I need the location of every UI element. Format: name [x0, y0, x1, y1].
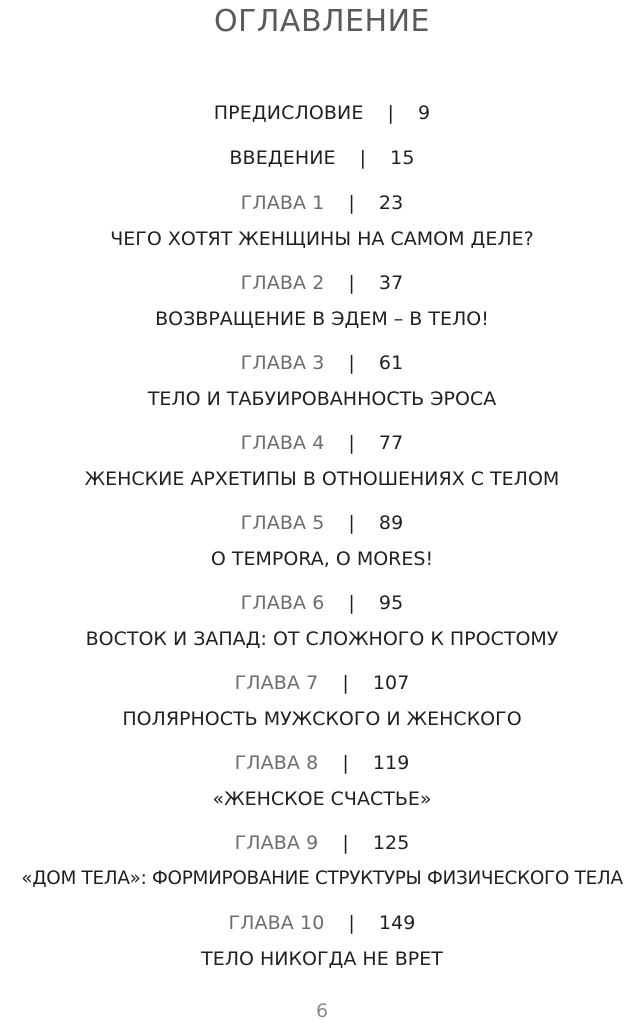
- chapter-label: ГЛАВА 9: [234, 832, 319, 854]
- toc-chapter-3-heading[interactable]: [0, 349, 644, 377]
- toc-separator: |: [348, 512, 355, 534]
- toc-separator: |: [348, 272, 355, 294]
- toc-page-number: 119: [372, 752, 410, 774]
- toc-page-number: 15: [390, 147, 415, 169]
- toc-chapter-8-heading[interactable]: [0, 749, 644, 777]
- toc-chapter-2-title[interactable]: ВОЗВРАЩЕНИЕ В ЭДЕМ – В ТЕЛО!: [155, 308, 489, 330]
- page-title: ОГЛАВЛЕНИЕ: [213, 4, 431, 39]
- toc-chapter-10-title[interactable]: ТЕЛО НИКОГДА НЕ ВРЕТ: [201, 948, 443, 970]
- toc-separator: |: [348, 592, 355, 614]
- toc-chapter-1-title[interactable]: ЧЕГО ХОТЯТ ЖЕНЩИНЫ НА САМОМ ДЕЛЕ?: [110, 228, 534, 250]
- chapter-label: ГЛАВА 10: [228, 912, 325, 934]
- toc-separator: |: [342, 832, 349, 854]
- toc-separator: |: [348, 352, 355, 374]
- toc-page-number: 107: [372, 672, 410, 694]
- chapter-label: ГЛАВА 3: [240, 352, 325, 374]
- toc-separator: |: [342, 672, 349, 694]
- chapter-label: ГЛАВА 2: [240, 272, 325, 294]
- toc-entry-label: ВВЕДЕНИЕ: [229, 147, 336, 169]
- chapter-label: ГЛАВА 5: [240, 512, 325, 534]
- toc-chapter-4-heading[interactable]: [0, 429, 644, 457]
- toc-separator: |: [342, 752, 349, 774]
- toc-separator: |: [359, 147, 367, 169]
- toc-separator: |: [387, 102, 394, 124]
- toc-entry-introduction[interactable]: [0, 144, 644, 172]
- toc-chapter-6-heading[interactable]: [0, 589, 644, 617]
- toc-chapter-3-title[interactable]: ТЕЛО И ТАБУИРОВАННОСТЬ ЭРОСА: [147, 388, 497, 410]
- toc-page-number: 95: [378, 592, 404, 614]
- toc-page-number: 23: [378, 192, 404, 214]
- toc-page-number: 125: [372, 832, 410, 854]
- toc-chapter-8-title[interactable]: «ЖЕНСКОЕ СЧАСТЬЕ»: [212, 788, 432, 810]
- toc-page-number: 37: [378, 272, 404, 294]
- toc-chapter-5-title[interactable]: О TEMPORA, O MORES!: [210, 548, 434, 570]
- toc-page-number: 77: [378, 432, 404, 454]
- toc-separator: |: [348, 432, 355, 454]
- toc-chapter-9-heading[interactable]: [0, 829, 644, 857]
- toc-page-number: 149: [378, 912, 416, 934]
- chapter-label: ГЛАВА 4: [240, 432, 325, 454]
- chapter-label: ГЛАВА 8: [234, 752, 319, 774]
- toc-chapter-7-title[interactable]: ПОЛЯРНОСТЬ МУЖСКОГО И ЖЕНСКОГО: [122, 708, 522, 730]
- toc-chapter-5-heading[interactable]: [0, 509, 644, 537]
- toc-chapter-10-heading[interactable]: [0, 909, 644, 937]
- toc-entry-preface[interactable]: [0, 99, 644, 127]
- toc-chapter-7-heading[interactable]: [0, 669, 644, 697]
- chapter-label: ГЛАВА 6: [240, 592, 325, 614]
- toc-page-number: 61: [378, 352, 404, 374]
- chapter-label: ГЛАВА 7: [234, 672, 319, 694]
- toc-page-number: 89: [378, 512, 404, 534]
- toc-separator: |: [348, 912, 355, 934]
- toc-separator: |: [348, 192, 355, 214]
- toc-chapter-2-heading[interactable]: [0, 269, 644, 297]
- toc-chapter-9-title[interactable]: «ДОМ ТЕЛА»: ФОРМИРОВАНИЕ СТРУКТУРЫ ФИЗИЧЕСКОГО ТЕЛА: [21, 868, 623, 889]
- folio-page-number: 6: [315, 1000, 329, 1022]
- toc-entry-label: ПРЕДИСЛОВИЕ: [213, 102, 364, 124]
- toc-page-number: 9: [417, 102, 431, 124]
- toc-chapter-6-title[interactable]: ВОСТОК И ЗАПАД: ОТ СЛОЖНОГО К ПРОСТОМУ: [85, 628, 559, 650]
- toc-chapter-4-title[interactable]: ЖЕНСКИЕ АРХЕТИПЫ В ОТНОШЕНИЯХ С ТЕЛОМ: [84, 468, 560, 490]
- toc-chapter-1-heading[interactable]: [0, 189, 644, 217]
- chapter-label: ГЛАВА 1: [240, 192, 325, 214]
